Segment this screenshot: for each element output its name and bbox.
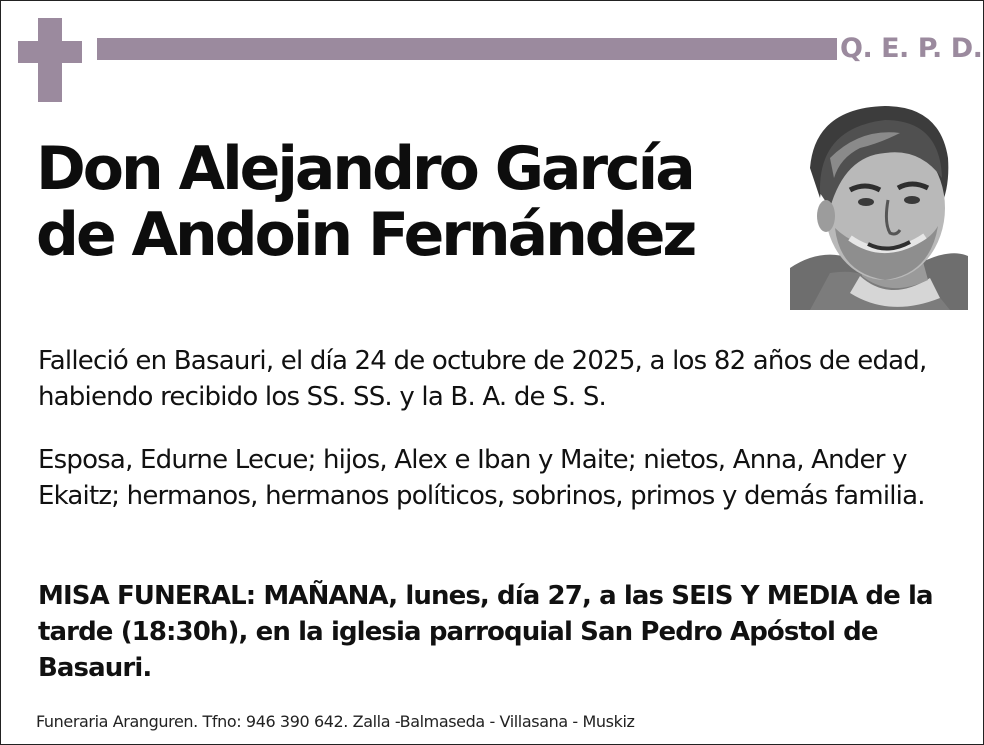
header-band [97,38,837,60]
family-paragraph: Esposa, Edurne Lecue; hijos, Alex e Iban y Maite; nietos, Anna, Ander y Ekaitz; hermanos, hermanos políticos, sobrinos, primos y demás familia. [38,445,925,511]
death-notice-paragraph: Falleció en Basauri, el día 24 de octubre de 2025, a los 82 años de edad, habiendo recibido los SS. SS. y la B. A. de S. S. [38,346,927,412]
name-line-2: de Andoin Fernández [36,200,695,270]
portrait-photo [790,98,968,310]
funeral-mass-paragraph: MISA FUNERAL: MAÑANA, lunes, día 27, a las SEIS Y MEDIA de la tarde (18:30h), en la iglesia parroquial San Pedro Apóstol de Basauri. [38,581,933,683]
name-line-1: Don Alejandro García [36,134,693,204]
funeral-home-footer: Funeraria Aranguren. Tfno: 946 390 642. Zalla -Balmaseda - Villasana - Muskiz [36,712,635,731]
qepd-label: Q. E. P. D. [840,33,983,64]
deceased-name [36,136,796,268]
